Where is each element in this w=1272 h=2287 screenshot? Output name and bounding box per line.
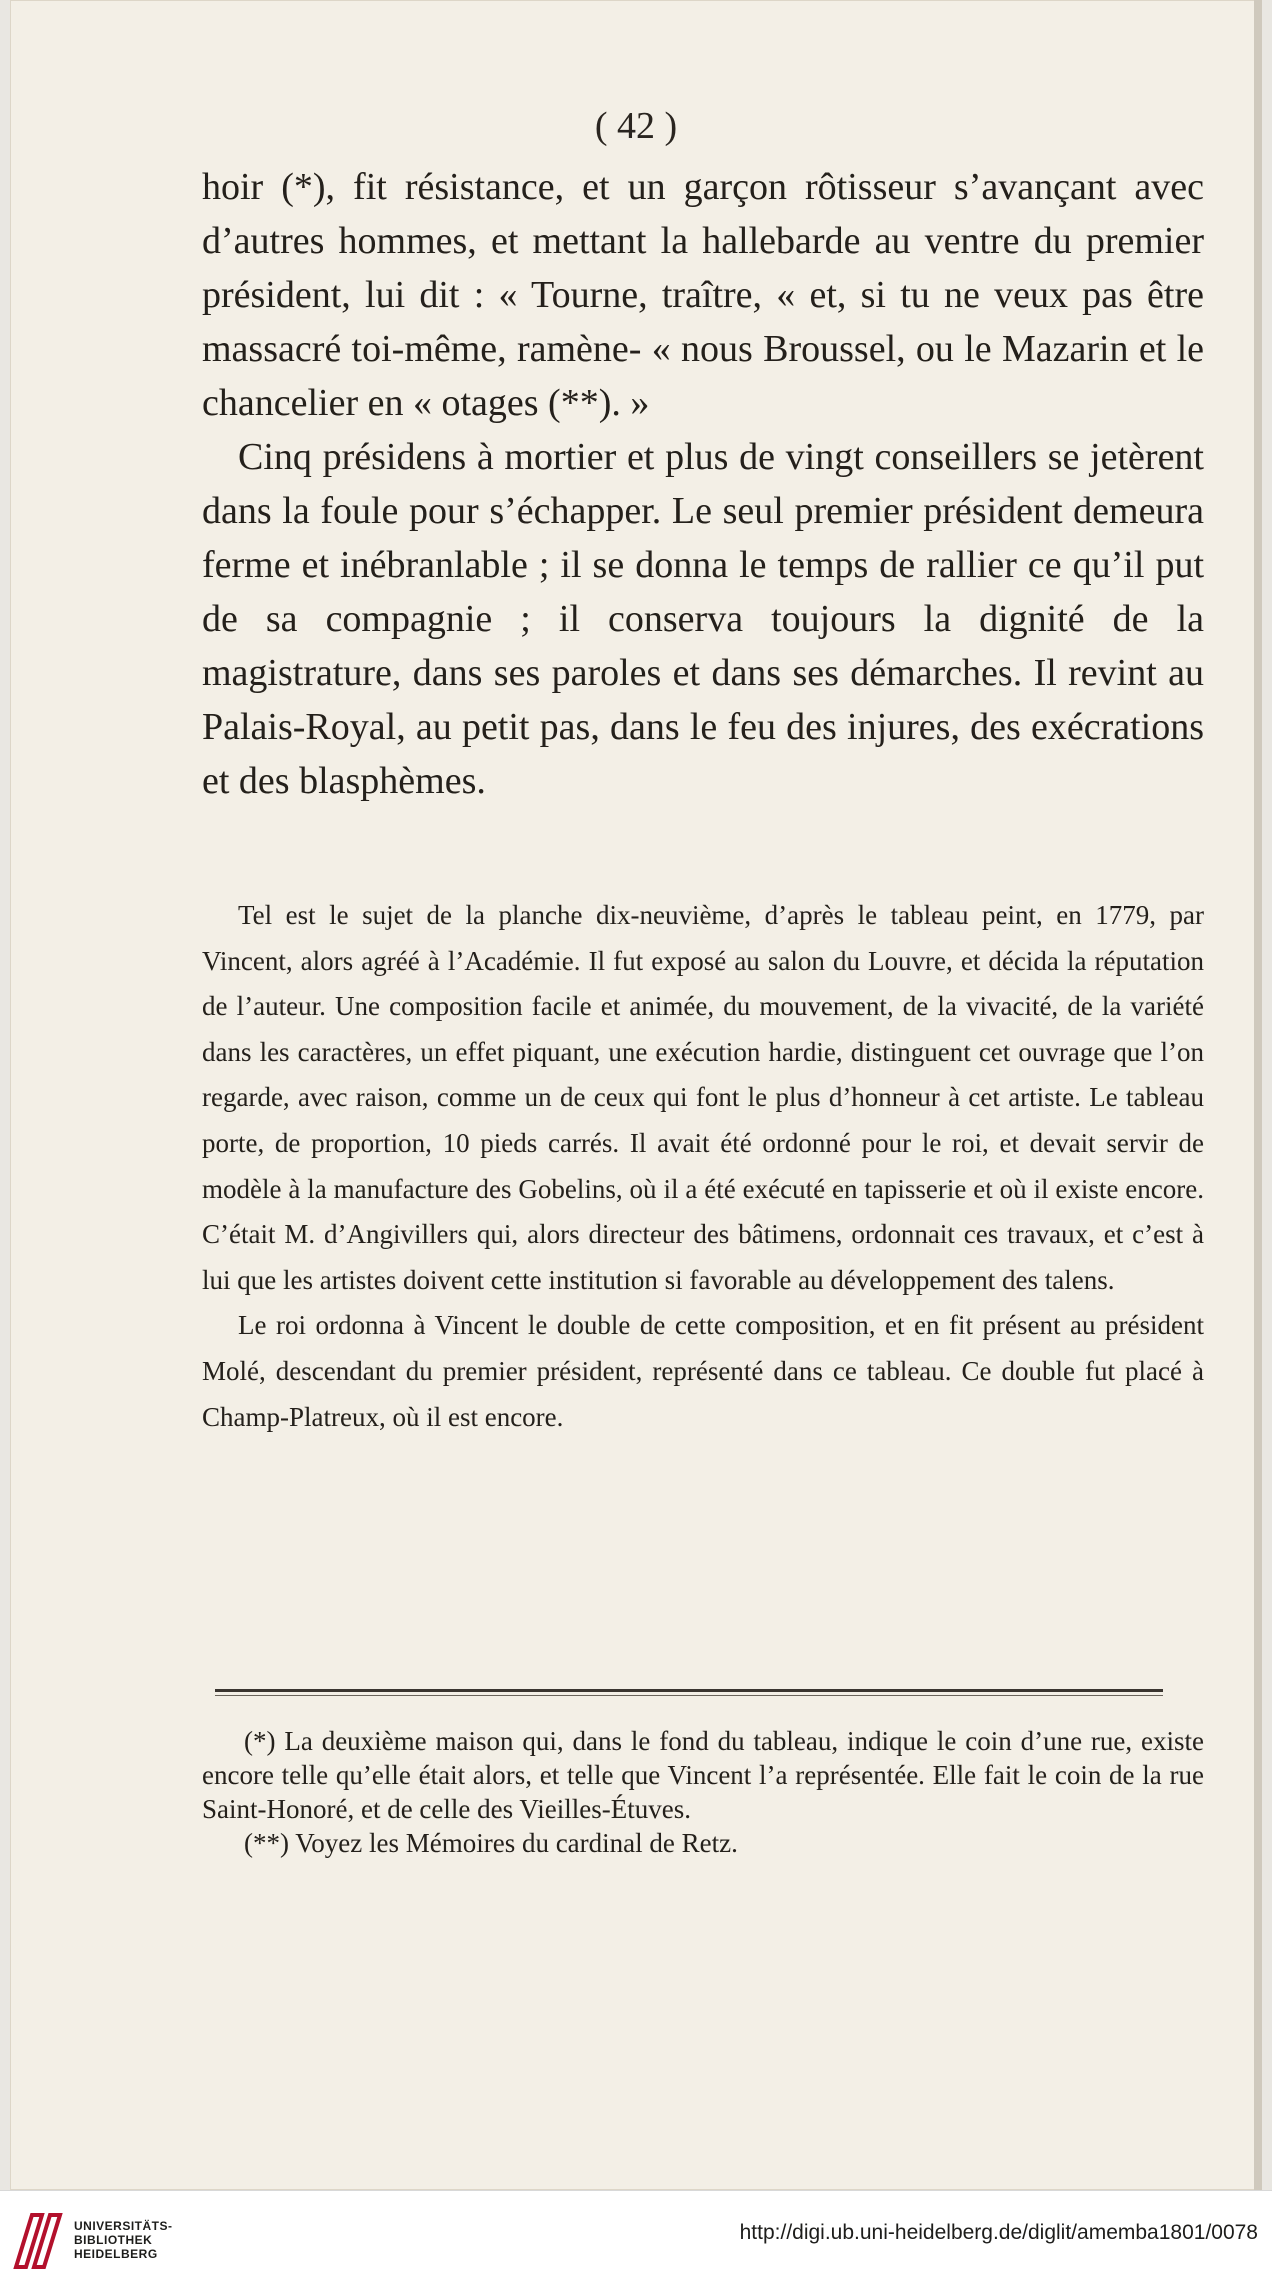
source-url-link[interactable]: http://digi.ub.uni-heidelberg.de/diglit/amemba1801/0078: [739, 2221, 1258, 2244]
paragraph-1: hoir (*), fit résistance, et un garçon rôtisseur s’avançant avec d’autres hommes, et mettant la hallebarde au ventre du premier président, lui dit : « Tourne, traître, « et, si tu ne veux pas être massacré toi-même, ramène- « nous Broussel, ou le Mazarin et le chancelier en « otages (**). »: [202, 166, 1204, 424]
library-line-2: BIBLIOTHEK: [74, 2233, 153, 2247]
page-edge: [1254, 0, 1262, 2190]
footnote-divider-thin: [215, 1695, 1163, 1696]
library-line-3: HEIDELBERG: [74, 2247, 158, 2261]
footnote-1: (*) La deuxième maison qui, dans le fond du tableau, indique le coin d’une rue, existe encore telle qu’elle était alors, et telle que Vincent l’a représentée. Elle fait le coin de la rue Saint-Honoré, et de celle des Vieilles-Étuves.: [202, 1726, 1204, 1824]
footnote-divider: [215, 1689, 1163, 1692]
main-text: [202, 160, 1204, 808]
paragraph-2: Cinq présidens à mortier et plus de vingt conseillers se jetèrent dans la foule pour s’échapper. Le seul premier président demeura ferme et inébranlable ; il se donna le temps de rallier ce qu’il put de sa compagnie ; il conserva toujours la dignité de la magistrature, dans ses paroles et dans ses démarches. Il revint au Palais-Royal, au petit pas, dans le feu des injures, des exécrations et des blasphèmes.: [202, 436, 1204, 802]
commentary-text: [202, 893, 1204, 1440]
page-number: ( 42 ): [594, 105, 678, 147]
footnote-2: (**) Voyez les Mémoires du cardinal de Retz.: [244, 1828, 738, 1858]
library-name: [74, 2219, 173, 2261]
university-library-logo-icon[interactable]: [12, 2209, 66, 2273]
footnotes: [202, 1724, 1204, 1860]
library-line-1: UNIVERSITÄTS-: [74, 2219, 173, 2233]
scanned-page: [10, 0, 1262, 2190]
footer-bar: [0, 2190, 1272, 2287]
commentary-paragraph-1: Tel est le sujet de la planche dix-neuvième, d’après le tableau peint, en 1779, par Vincent, alors agréé à l’Académie. Il fut exposé au salon du Louvre, et décida la réputation de l’auteur. Une composition facile et animée, du mouvement, de la vivacité, de la variété dans les caractères, un effet piquant, une exécution hardie, distinguent cet ouvrage que l’on regarde, avec raison, comme un de ceux qui font le plus d’honneur à cet artiste. Le tableau porte, de proportion, 10 pieds carrés. Il avait été ordonné pour le roi, et devait servir de modèle à la manufacture des Gobelins, où il a été exécuté en tapisserie et où il existe encore. C’était M. d’Angivillers qui, alors directeur des bâtimens, ordonnait ces travaux, et c’est à lui que les artistes doivent cette institution si favorable au développement des talens.: [202, 900, 1204, 1295]
commentary-paragraph-2: Le roi ordonna à Vincent le double de cette composition, et en fit présent au président Molé, descendant du premier président, représenté dans ce tableau. Ce double fut placé à Champ-Platreux, où il est encore.: [202, 1310, 1204, 1432]
